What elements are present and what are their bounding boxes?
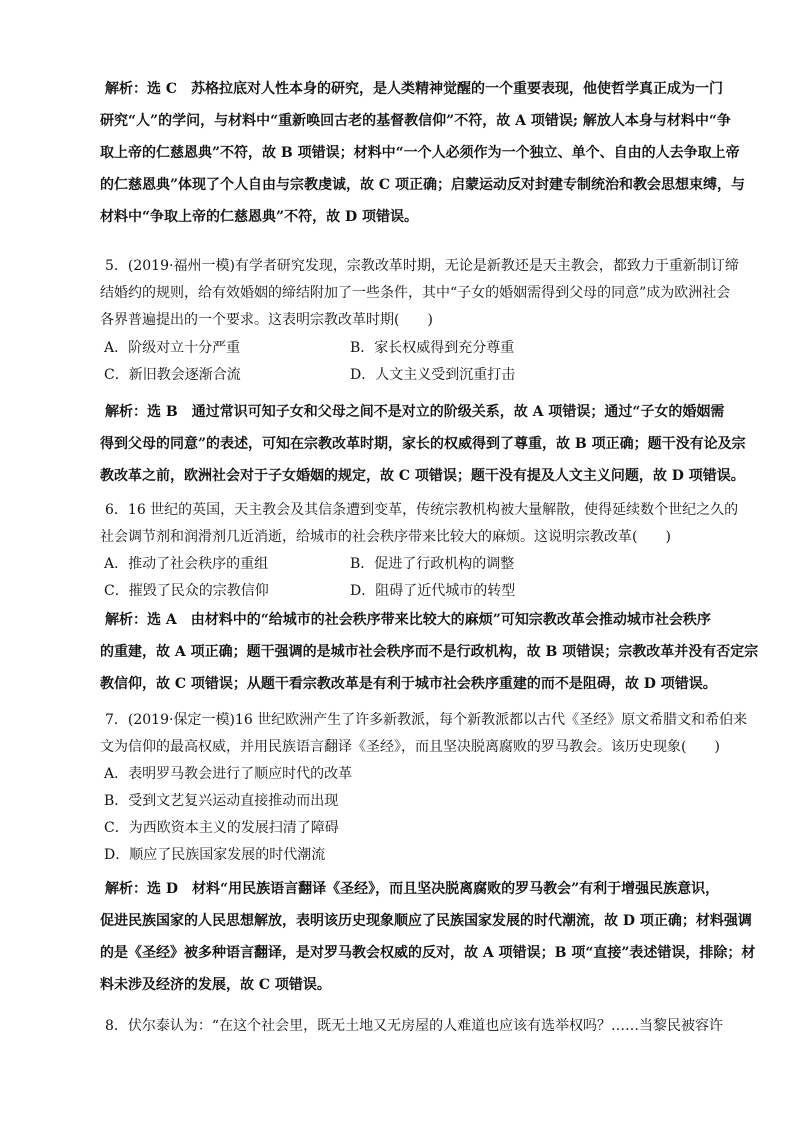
question-line: 8．伏尔泰认为：“在这个社会里，既无土地又无房屋的人难道也应该有选举权吗？……当黎民被容许: [105, 1018, 724, 1034]
question-8-stem: [100, 1013, 730, 1040]
option-row: [100, 578, 700, 605]
option-b[interactable]: B．受到文艺复兴运动直接推动而出现: [104, 793, 339, 809]
option-c[interactable]: C．摧毁了民众的宗教信仰: [104, 583, 269, 599]
analysis-line: 解析：选 A 由材料中的“给城市的社会秩序带来比较大的麻烦”可知宗教改革会推动城市社会秩序: [105, 612, 711, 628]
option-row: [100, 335, 700, 362]
analysis-line: 的是《圣经》被多种语言翻译，是对罗马教会权威的反对，故 A 项错误；B 项“直接”表述错误，排除；材: [100, 945, 756, 961]
analysis-line: 料未涉及经济的发展，故 C 项错误。: [100, 977, 331, 993]
question-line: 6．16 世纪的英国，天主教会及其信条遭到变革，传统宗教机构被大量解散，使得延续数个世纪之久的: [105, 502, 739, 518]
question-6-options: [100, 551, 700, 605]
option-c[interactable]: C．新旧教会逐渐合流: [104, 367, 241, 383]
analysis-line: 的仁慈恩典”体现了个人自由与宗教虔诚，故 C 项正确；启蒙运动反对封建专制统治和教会思想束缚，与: [100, 177, 745, 193]
option-b[interactable]: B．促进了行政机构的调整: [350, 556, 515, 572]
analysis-line: 材料中“争取上帝的仁慈恩典”不符，故 D 项错误。: [100, 209, 418, 225]
question-line: 5．(2019·福州一模)有学者研究发现，宗教改革时期，无论是新教还是天主教会，都致力于重新制订缔: [105, 258, 739, 274]
analysis-line: 教信仰，故 C 项错误；从题干看宗教改革是有利于城市社会秩序重建的而不是阻碍，故 D 项错误。: [100, 676, 717, 692]
analysis-line: 研究“人”的学问，与材料中“重新唤回古老的基督教信仰”不符，故 A 项错误; 解放人本身与材料中“争: [100, 113, 731, 129]
analysis-line: 解析：选 B 通过常识可知子女和父母之间不是对立的阶级关系，故 A 项错误；通过“子女的婚姻需: [105, 404, 725, 420]
option-a[interactable]: A．阶级对立十分严重: [104, 340, 241, 356]
analysis-q6: [100, 604, 759, 700]
analysis-line: 解析：选 D 材料“用民族语言翻译《圣经》，而且坚决脱离腐败的罗马教会”有利于增强民族意识，: [105, 881, 720, 897]
question-line: 结婚约的规则，给有效婚姻的缔结附加了一些条件，其中“子女的婚姻需得到父母的同意”成为欧洲社会: [100, 285, 731, 301]
question-line: 各界普遍提出的一个要求。这表明宗教改革时期( ): [100, 312, 433, 328]
analysis-q5: [100, 396, 746, 492]
analysis-q4: [100, 73, 745, 233]
analysis-line: 得到父母的同意”的表述，可知在宗教改革时期，家长的权威得到了尊重，故 B 项正确；题干没有论及宗: [100, 436, 746, 452]
option-b[interactable]: B．家长权威得到充分尊重: [350, 340, 515, 356]
question-7-options: [100, 761, 700, 869]
analysis-line: 取上帝的仁慈恩典”不符，故 B 项错误；材料中“一个人必须作为一个独立、单个、自由的人去争取上帝: [100, 145, 740, 161]
question-line: 文为信仰的最高权威，并用民族语言翻译《圣经》，而且坚决脱离腐败的罗马教会。该历史现象( ): [100, 739, 720, 755]
option-row: [100, 551, 700, 578]
question-5-options: [100, 335, 700, 389]
question-line: 社会调节剂和润滑剂几近消逝，给城市的社会秩序带来比较大的麻烦。这说明宗教改革( ): [100, 529, 671, 545]
analysis-line: 教改革之前，欧洲社会对于子女婚姻的规定，故 C 项错误；题干没有提及人文主义问题，故 D 项错误。: [100, 468, 745, 484]
question-7-stem: [100, 707, 748, 761]
option-row: [100, 362, 700, 389]
analysis-line: 促进民族国家的人民思想解放，表明该历史现象顺应了民族国家发展的时代潮流，故 D 项正确；材料强调: [100, 913, 752, 929]
option-a[interactable]: A．表明罗马教会进行了顺应时代的改革: [104, 766, 353, 782]
analysis-line: 的重建，故 A 项正确；题干强调的是城市社会秩序而不是行政机构，故 B 项错误；宗教改革并没有否定宗: [100, 644, 759, 660]
question-line: 7．(2019·保定一模)16 世纪欧洲产生了许多新教派，每个新教派都以古代《圣经》原文希腊文和希伯来: [105, 712, 748, 728]
analysis-q7: [100, 873, 756, 1001]
option-a[interactable]: A．推动了社会秩序的重组: [104, 556, 269, 572]
question-6-stem: [100, 497, 739, 551]
option-d[interactable]: D．顺应了民族国家发展的时代潮流: [104, 847, 326, 863]
option-d[interactable]: D．阻碍了近代城市的转型: [350, 583, 516, 599]
option-d[interactable]: D．人文主义受到沉重打击: [350, 367, 516, 383]
analysis-line: 解析：选 C 苏格拉底对人性本身的研究，是人类精神觉醒的一个重要表现，他使哲学真正成为一门: [105, 81, 724, 97]
option-c[interactable]: C．为西欧资本主义的发展扫清了障碍: [104, 820, 339, 836]
question-5-stem: [100, 253, 739, 334]
